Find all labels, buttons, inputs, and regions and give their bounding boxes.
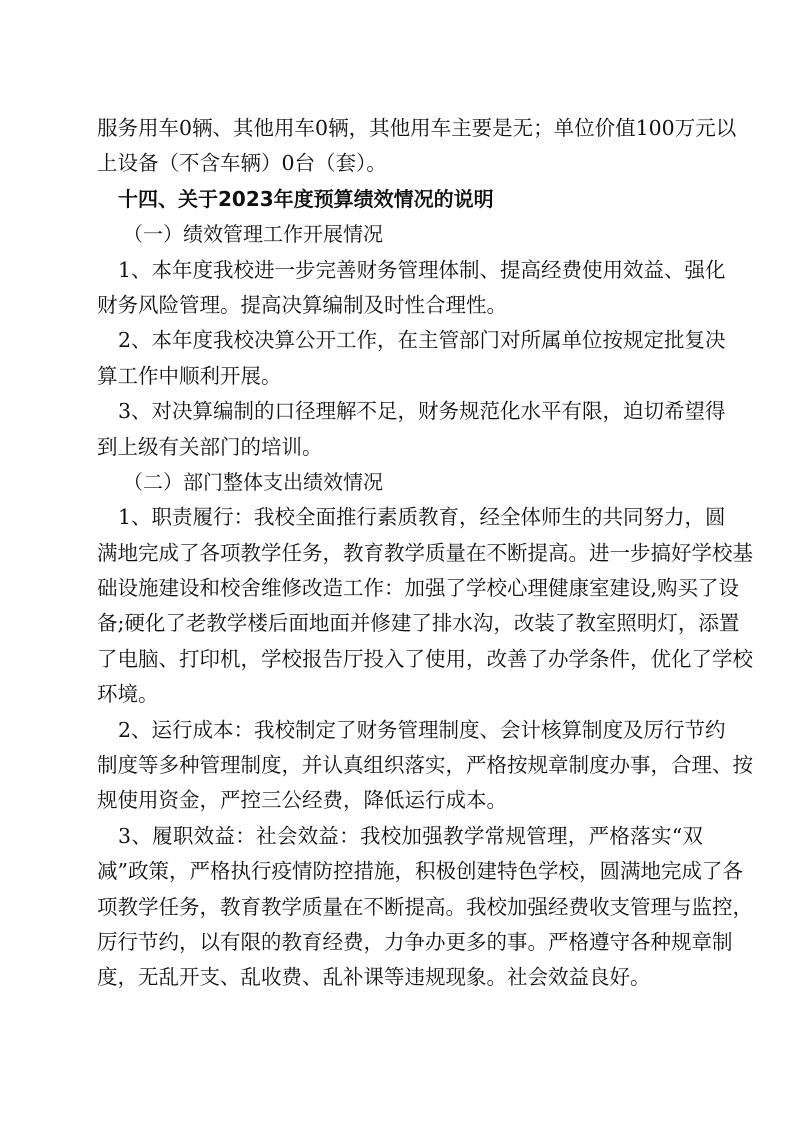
paragraph-line: 减”政策，严格执行疫情防控措施，积极创建特色学校，圆满地完成了各 (97, 859, 743, 884)
subsection-heading: （二）部门整体支出绩效情况 (123, 469, 383, 494)
subsection-heading: （一）绩效管理工作开展情况 (123, 222, 383, 247)
paragraph-line: 规使用资金，严控三公经费，降低运行成本。 (97, 788, 507, 813)
paragraph-line: 2、本年度我校决算公开工作，在主管部门对所属单位按规定批复决 (118, 328, 726, 353)
paragraph-line: 3、履职效益：社会效益：我校加强教学常规管理，严格落实“双 (118, 823, 703, 848)
paragraph-line: 服务用车0辆、其他用车0辆，其他用车主要是无；单位价值100万元以 (97, 116, 737, 140)
section-heading: 十四、关于2023年度预算绩效情况的说明 (118, 186, 494, 211)
document-page (97, 111, 753, 996)
paragraph-line: 厉行节约，以有限的教育经费，力争办更多的事。严格遵守各种规章制 (97, 929, 733, 954)
paragraph-line: 到上级有关部门的培训。 (97, 434, 323, 459)
paragraph-line: 满地完成了各项教学任务，教育教学质量在不断提高。进一步搞好学校基 (97, 540, 753, 565)
paragraph-line: 备;硬化了老教学楼后面地面并修建了排水沟，改装了教室照明灯，添置 (97, 611, 740, 636)
paragraph-line: 制度等多种管理制度，并认真组织落实，严格按规章制度办事，合理、按 (97, 753, 753, 778)
paragraph-line: 项教学任务，教育教学质量在不断提高。我校加强经费收支管理与监控， (97, 894, 753, 919)
paragraph-line: 3、对决算编制的口径理解不足，财务规范化水平有限，迫切希望得 (118, 399, 726, 424)
paragraph-line: 算工作中顺利开展。 (97, 363, 282, 388)
paragraph-line: 度，无乱开支、乱收费、乱补课等违规现象。社会效益良好。 (97, 965, 651, 990)
paragraph-line: 上设备（不含车辆）0台（套）。 (97, 151, 387, 176)
paragraph-line: 1、职责履行：我校全面推行素质教育，经全体师生的共同努力，圆 (118, 505, 726, 530)
paragraph-line: 2、运行成本：我校制定了财务管理制度、会计核算制度及厉行节约 (118, 717, 726, 742)
paragraph-line: 环境。 (97, 682, 159, 707)
paragraph-line: 1、本年度我校进一步完善财务管理体制、提高经费使用效益、强化 (118, 257, 726, 282)
paragraph-line: 础设施建设和校舍维修改造工作：加强了学校心理健康室建设,购买了设 (97, 576, 740, 601)
paragraph-line: 了电脑、打印机，学校报告厅投入了使用，改善了办学条件，优化了学校 (97, 646, 753, 671)
paragraph-line: 财务风险管理。提高决算编制及时性合理性。 (97, 292, 507, 317)
